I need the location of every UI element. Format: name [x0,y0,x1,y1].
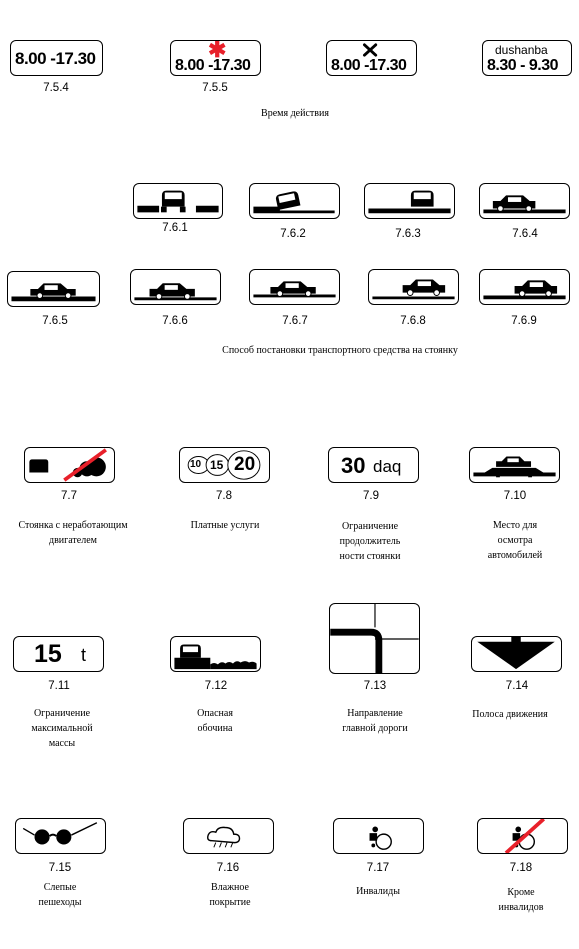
caption: Влажное покрытие [209,882,251,908]
sign-7-17 [333,818,424,854]
sign-7-6-9 [479,269,570,305]
sign-7-18 [477,818,568,854]
caption: Место для осмотра автомобилей [487,520,543,561]
sign-7-6-3 [364,183,455,219]
sign-7-10 [469,447,560,483]
sign-number: 7.11 [48,680,70,692]
caption: Ограничение продолжитель ности стоянки [339,521,401,562]
sign-7-9 [328,447,419,483]
sign-7-6-5 [7,271,100,307]
sign-number: 7.6.4 [512,228,538,240]
glasses-icon [16,819,105,853]
caption: Кроме инвалидов [498,887,544,913]
sign-7-11 [13,636,104,672]
duration-value: 30 [341,453,366,478]
price-value: 15 [210,458,224,472]
price-value: 20 [234,454,256,475]
sign-7-6-8 [368,269,459,305]
sign-number: 7.6.5 [42,315,68,327]
sign-7-6-1 [133,183,223,219]
sign-day-text: dushanba [495,43,548,57]
caption-time: Время действия [261,108,329,119]
sign-number: 7.6.9 [511,315,537,327]
sign-number: 7.18 [509,862,533,874]
sign-number: 7.10 [503,490,527,502]
sign-7-6-7 [249,269,340,305]
caption: Слепые пешеходы [38,882,82,908]
sign-crossed-tools [326,40,417,76]
mass-unit: t [81,645,87,665]
caption: Платные услуги [190,520,260,531]
sign-number: 7.6.1 [162,222,188,234]
sign-7-16 [183,818,274,854]
sign-number: 7.16 [216,862,240,874]
sign-number: 7.6.7 [282,315,308,327]
sign-number: 7.15 [48,862,72,874]
car-icon [161,191,186,213]
sign-7-14 [471,636,562,672]
rain-cloud-icon [184,819,273,853]
sign-number: 7.14 [505,680,529,692]
caption: Опасная обочина [197,708,233,734]
duration-unit: daq [373,457,402,476]
asterisk-icon: ✱ [208,40,227,62]
sign-7-6-2 [249,183,340,219]
sign-7-5-4 [10,40,103,76]
caption: Ограничение максимальной массы [31,708,93,749]
sign-number: 7.8 [216,490,232,502]
caption: Направление главной дороги [342,708,408,734]
sign-time-text: 8.00 -17.30 [15,49,96,68]
sign-7-6-6 [130,269,221,305]
caption: Полоса движения [472,709,548,720]
sign-number: 7.13 [363,680,387,692]
wheelchair-icon [334,819,423,853]
sign-number: 7.5.5 [202,82,228,94]
caption: Инвалиды [356,886,400,897]
caption: Стоянка с неработающим двигателем [18,520,128,546]
sign-number: 7.5.4 [43,82,69,94]
sign-7-7 [24,447,115,483]
sign-day-time [482,40,572,76]
sign-number: 7.6.8 [400,315,426,327]
sign-7-12 [170,636,261,672]
sign-number: 7.6.3 [395,228,421,240]
sign-number: 7.12 [204,680,228,692]
caption-parking-method: Способ постановки транспортного средства на стоянку [222,345,458,356]
sign-7-15 [15,818,106,854]
sign-7-5-5 [170,40,261,76]
sign-number: 7.7 [61,490,77,502]
sign-7-8 [179,447,270,483]
sign-7-13 [329,603,420,674]
sign-number: 7.17 [366,862,390,874]
sign-time-text: 8.00 -17.30 [175,57,251,74]
sign-7-6-4 [479,183,570,219]
sign-number: 7.9 [363,490,379,502]
sign-number: 7.6.2 [280,228,306,240]
mass-value: 15 [34,640,62,668]
price-value: 10 [190,459,202,470]
sign-number: 7.6.6 [162,315,188,327]
sign-time-text: 8.30 - 9.30 [487,57,558,74]
sign-time-text: 8.00 -17.30 [331,57,407,74]
